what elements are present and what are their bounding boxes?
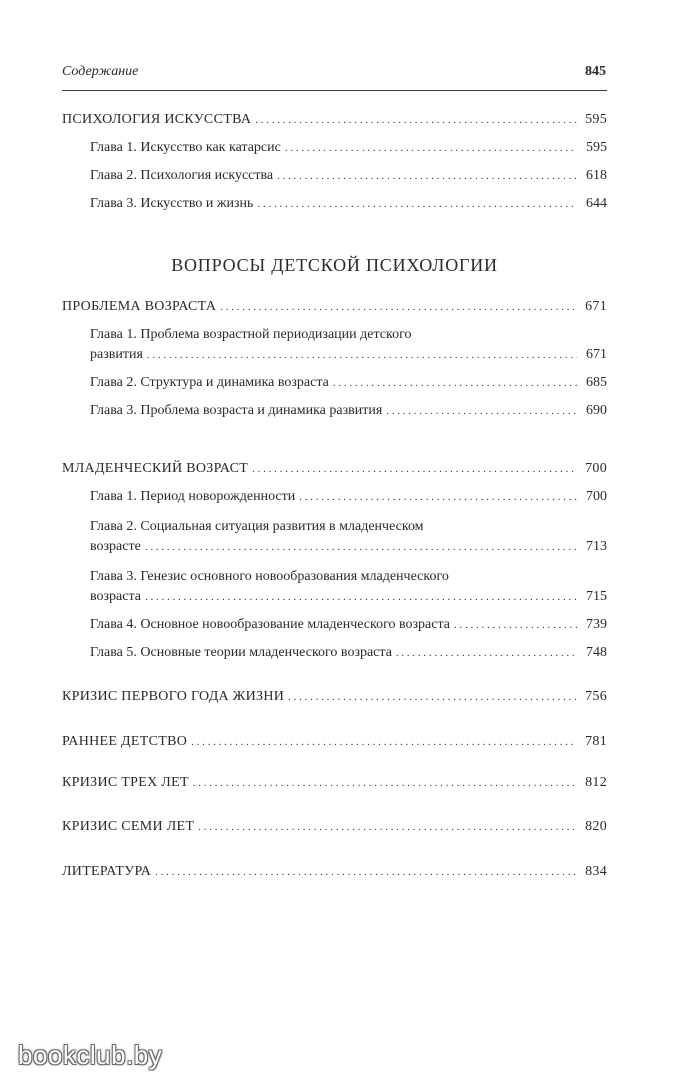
toc-chapter-entry[interactable]: [90, 346, 607, 364]
toc-entry-title: развития: [90, 347, 143, 362]
toc-entry-crisis-first-year[interactable]: [62, 688, 607, 706]
toc-chapter-entry[interactable]: [90, 195, 607, 213]
part-heading: ВОПРОСЫ ДЕТСКОЙ ПСИХОЛОГИИ: [171, 255, 498, 275]
toc-entry-title: Глава 2. Структура и динамика возраста: [90, 375, 329, 390]
toc-entry-page: 812: [585, 775, 607, 790]
leader-dots: [257, 195, 577, 213]
leader-dots: [454, 616, 577, 634]
running-head-title: Содержание: [62, 64, 139, 79]
toc-chapter-entry[interactable]: [90, 374, 607, 392]
running-head-page-number: 845: [585, 64, 606, 79]
leader-dots: [255, 111, 577, 129]
toc-entry-page: 715: [586, 589, 607, 604]
toc-entry-page: 595: [585, 112, 607, 127]
watermark: bookclub.by: [18, 1040, 163, 1070]
toc-entry-title: Глава 3. Проблема возраста и динамика развития: [90, 403, 383, 418]
toc-entry-page: 739: [586, 617, 607, 632]
toc-entry-title: КРИЗИС ПЕРВОГО ГОДА ЖИЗНИ: [62, 689, 285, 704]
toc-entry-title: Глава 1. Период новорожденности: [90, 489, 296, 504]
leader-dots: [396, 644, 577, 662]
toc-entry-infancy[interactable]: [62, 460, 607, 478]
toc-entry-page: 748: [586, 645, 607, 660]
toc-chapter-entry[interactable]: [90, 616, 607, 634]
toc-entry-crisis-seven-years[interactable]: [62, 818, 607, 836]
leader-dots: [277, 167, 577, 185]
toc-entry-title: МЛАДЕНЧЕСКИЙ ВОЗРАСТ: [62, 461, 249, 476]
toc-entry-title: ЛИТЕРАТУРА: [62, 864, 152, 879]
toc-entry-page: 644: [586, 196, 607, 211]
toc-entry-problem-of-age[interactable]: [62, 298, 607, 316]
toc-chapter-entry[interactable]: [90, 588, 607, 606]
toc-chapter-entry[interactable]: [90, 644, 607, 662]
toc-entry-title: ПРОБЛЕМА ВОЗРАСТА: [62, 299, 217, 314]
leader-dots: [220, 298, 577, 316]
toc-entry-psychology-of-art[interactable]: [62, 111, 607, 129]
toc-entry-title: Глава 4. Основное новообразование младенческого возраста: [90, 617, 450, 632]
toc-chapter-title-line1[interactable]: Глава 2. Социальная ситуация развития в младенческом: [90, 519, 424, 534]
toc-chapter-entry[interactable]: [90, 167, 607, 185]
toc-chapter-entry[interactable]: [90, 402, 607, 420]
leader-dots: [299, 488, 577, 506]
toc-entry-title: КРИЗИС СЕМИ ЛЕТ: [62, 819, 195, 834]
toc-entry-title: РАННЕЕ ДЕТСТВО: [62, 734, 188, 749]
leader-dots: [198, 818, 577, 836]
toc-entry-title: Глава 1. Искусство как катарсис: [90, 140, 281, 155]
toc-entry-title: возраста: [90, 589, 141, 604]
leader-dots: [386, 402, 577, 420]
leader-dots: [193, 774, 577, 792]
leader-dots: [145, 588, 577, 606]
toc-entry-page: 820: [585, 819, 607, 834]
leader-dots: [191, 733, 577, 751]
toc-entry-page: 618: [586, 168, 607, 183]
leader-dots: [333, 374, 577, 392]
toc-entry-page: 671: [585, 299, 607, 314]
leader-dots: [252, 460, 577, 478]
leader-dots: [285, 139, 577, 157]
toc-entry-title: Глава 2. Психология искусства: [90, 168, 274, 183]
toc-entry-title: Глава 3. Искусство и жизнь: [90, 196, 254, 211]
toc-entry-page: 690: [586, 403, 607, 418]
toc-entry-title: возрасте: [90, 539, 141, 554]
toc-entry-title: КРИЗИС ТРЕХ ЛЕТ: [62, 775, 189, 790]
toc-entry-literature[interactable]: [62, 863, 607, 881]
toc-entry-page: 700: [585, 461, 607, 476]
header-rule: [62, 90, 607, 91]
toc-entry-page: 756: [585, 689, 607, 704]
toc-chapter-entry[interactable]: [90, 139, 607, 157]
leader-dots: [288, 688, 577, 706]
leader-dots: [155, 863, 577, 881]
toc-entry-page: 713: [586, 539, 607, 554]
toc-entry-early-childhood[interactable]: [62, 733, 607, 751]
leader-dots: [147, 346, 577, 364]
running-head: [62, 64, 606, 84]
leader-dots: [145, 538, 577, 556]
toc-chapter-title-line1[interactable]: Глава 1. Проблема возрастной периодизации детского: [90, 327, 412, 342]
toc-chapter-entry[interactable]: [90, 538, 607, 556]
toc-entry-page: 781: [585, 734, 607, 749]
toc-entry-page: 700: [586, 489, 607, 504]
toc-entry-page: 671: [586, 347, 607, 362]
toc-chapter-title-line1[interactable]: Глава 3. Генезис основного новообразования младенческого: [90, 569, 449, 584]
toc-entry-page: 834: [585, 864, 607, 879]
toc-chapter-entry[interactable]: [90, 488, 607, 506]
toc-entry-title: ПСИХОЛОГИЯ ИСКУССТВА: [62, 112, 252, 127]
toc-entry-crisis-three-years[interactable]: [62, 774, 607, 792]
toc-entry-page: 685: [586, 375, 607, 390]
toc-entry-title: Глава 5. Основные теории младенческого возраста: [90, 645, 392, 660]
toc-entry-page: 595: [586, 140, 607, 155]
